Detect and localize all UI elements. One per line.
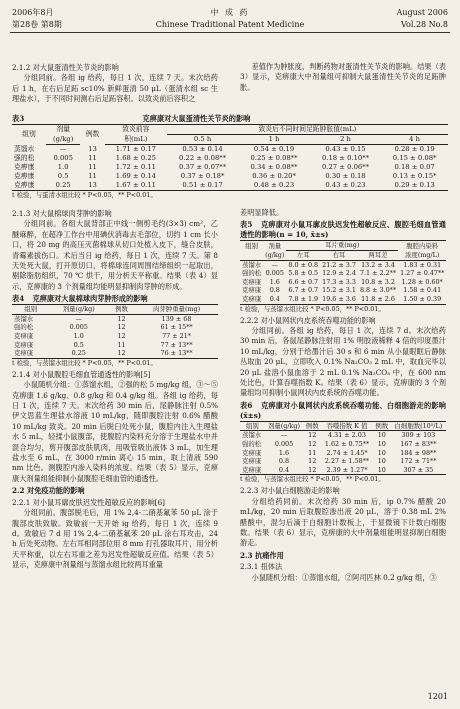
table-caption: 表5 克痹康对小鼠耳廓皮肤迟发性超敏反应、腹腔毛细血管通透性的影响(n = 10, x̄±s) (240, 220, 446, 240)
table-cell: 0.36 ± 0.20* (252, 172, 296, 180)
header-journal-en: Chinese Traditional Patent Medicine (155, 20, 305, 29)
table-3-block (12, 112, 448, 202)
table-header: 组别 (240, 241, 263, 251)
table-cell: 0.4 (265, 466, 303, 475)
table-caption: 表3 克痹康对大鼠蛋清性关节炎的影响 (12, 114, 251, 123)
table-cell: 0.51 ± 0.17 (167, 181, 238, 191)
right-column-body (240, 208, 446, 583)
table-cell: 克痹康 (242, 277, 262, 286)
table-cell: 0.37 ± 0.18* (180, 172, 225, 180)
table-cell: 10 (373, 466, 391, 475)
table-row (12, 314, 218, 323)
table-cell: 15.2 ± 3.1 (322, 286, 356, 295)
table-cell: 0.005 (69, 323, 88, 332)
table-cell: 76 ± 13** (135, 349, 218, 358)
table-row (12, 349, 218, 358)
table-row (240, 295, 446, 304)
header-date-left: 2006年8月 (12, 8, 54, 17)
table-cell: — (75, 314, 82, 323)
table-cell: 0.25 (46, 181, 80, 191)
table-header: 例数 (80, 125, 105, 145)
table-cell: 10 (377, 431, 386, 440)
table-cell: 12 (308, 431, 317, 440)
table-cell: 1.50 ± 0.39 (398, 295, 446, 304)
table-cell: 13 (88, 144, 97, 153)
paragraph: 分组同前。各组 ig 给药，每日 1 次，连续 7 d。末次给药 30 min 后，各鼠尾静脉注射用 1% 明胶液稀释 4 倍的印度墨汁 10 mL/kg，分别于给墨汁后 30 s 和 6 min 从小鼠眼眶后静脉丛取血 20 μL，立即吹入 0.1% Na₂CO₃ 2 mL 中，取血完毕以 20 μL 盐溶小鼠血溶于 2 mL 0.1% Na₂CO₃ 中，在 600 nm 处比色，计算吞噬指数 K。结果（表 6）显示，克痹康的 3 个剂量组均可抑制小鼠网状内皮系统的吞噬功能。 (240, 325, 446, 398)
table-cell: 167 ± 83** (400, 440, 437, 448)
table-cell: 12 (308, 457, 317, 466)
table-row (12, 145, 448, 155)
table-cell: 4.31 ± 2.03 (328, 431, 366, 440)
paragraph: 差明显降低。 (240, 208, 284, 217)
table-cell: 0.13 ± 0.15* (392, 172, 437, 180)
table-cell: 0.28 ± 0.19 (394, 145, 435, 153)
table-cell: 172 ± 71** (400, 457, 437, 466)
header-volume-right: Vol.28 No.8 (401, 20, 448, 29)
table-cell: 10 (377, 440, 386, 448)
table-cell: 0.53 ± 0.14 (182, 145, 223, 153)
table-header: 右耳 (320, 251, 358, 261)
table-6 (240, 421, 446, 476)
table-body (240, 260, 446, 304)
table-cell: 77 ± 13** (160, 340, 193, 349)
paragraph: 分组同前。腹部脱毛后，用 1% 2,4-二硝基氟苯 50 μL 涂于腹部皮肤致敏。致敏前一天开始 ig 给药，每日 1 次，连续 9 d。致敏后 7 d 用 1% 2,4-二硝基氟苯 20 μL 涂右耳攻击，24 h 后处死动物。左右耳相同部位用 8 mm 打孔器取耳片，用分析天平称重，以左右耳重之差为迟发性超敏反应值。结果（表 5）显示，克痹康中剂量组与蒸馏水组比较两耳重量 (12, 508, 218, 570)
table-cell: 139 ± 68 (161, 314, 192, 323)
table-cell: 强的松 (14, 323, 34, 332)
table-header: 组别 (12, 125, 46, 145)
table-cell: 克痹康 (14, 340, 34, 349)
table-cell: 蒸馏水 (242, 431, 262, 440)
table-cell: 10 (377, 457, 386, 466)
section-heading: 2.2.3 对小鼠白细胞游走的影响 (240, 486, 340, 496)
table-header: 致炎后不同时间足跖肿胀值(mL) (167, 125, 448, 135)
table-cell: 307 ± 35 (391, 466, 446, 475)
table-cell: 0.22 ± 0.08** (179, 154, 227, 162)
section-heading: 2.1.4 对小鼠腹腔毛细血管通透性的影响[5] (12, 369, 151, 379)
table-cell: 0.15 ± 0.08* (392, 154, 437, 162)
table-row (240, 440, 446, 449)
table-header: 两耳差 (358, 251, 398, 261)
table-cell: 77 ± 21* (162, 332, 191, 341)
table-cell: 1.0 (73, 332, 84, 341)
table-cell: 309 ± 103 (401, 431, 436, 440)
table-caption: 表6 克痹康对小鼠网状内皮系统吞噬功能、白细胞游走的影响(x̄±s) (240, 400, 446, 420)
table-cell: 12.9 ± 2.4 (322, 269, 356, 278)
table-header: 耳片重(mg) (286, 241, 398, 251)
table-cell: 11 (308, 448, 317, 457)
table-cell: 1.62 ± 0.75** (324, 440, 370, 448)
table-cell: 1.71 ± 0.17 (115, 145, 156, 153)
table-cell: 1.6 (278, 448, 290, 457)
table-row (240, 431, 446, 440)
table-cell: 克痹康 (242, 457, 262, 466)
table-cell: 0.4 (263, 295, 286, 304)
table-4 (12, 304, 218, 359)
table-header: 组别 (240, 421, 265, 431)
table-cell: 0.43 ± 0.23 (310, 181, 381, 191)
table-row (240, 466, 446, 475)
table-row (12, 323, 218, 332)
table-cell: 蒸馏水 (242, 260, 262, 269)
table-header: 浓度(mg/L) (398, 251, 446, 261)
table-note: t 检验，与蒸馏水组比较 * P<0.05，** P<0.01。 (12, 358, 157, 367)
paragraph: 差值作为肿胀度，判断药物对蛋清性关节炎的影响。结果（表 3）显示，克痹康大中剂量组可抑制大鼠蛋清性关节炎的足跖肿胀。 (240, 62, 446, 92)
header-rule (10, 32, 450, 33)
table-cell: 12 (117, 314, 126, 323)
header-date-right: August 2006 (396, 8, 448, 17)
table-row (240, 269, 446, 278)
paragraph: 分组同前。各组大鼠背部正中线一侧剪毛约(3×3) cm²，乙醚麻醉，在超净工作台中用碘伏消毒去毛部位，切约 1 cm 长小口，将 20 mg 的高压灭菌棉球从切口处植入皮下，缝合皮肤，青霉素拔伤口。术后当日 ig 给药，每日 1 次，连续 7 天。第 8 天处死大鼠，打开原切口，将棉球连同周围结缔组织一起取出，剔除脂肪组织，70 ℃ 烘干，用分析天平称重。结果（表 4）显示，克痹康的 3 个剂量组均能明显抑制肉芽肿的形成。 (12, 219, 218, 291)
section-heading: 2.2 对免疫功能的影响 (12, 486, 85, 496)
table-header: (g/kg) (46, 135, 80, 145)
table-cell: 1.72 ± 0.11 (115, 163, 156, 171)
table-cell: 0.37 ± 0.07** (179, 163, 227, 171)
table-header: 剂量(g/kg) (50, 305, 108, 315)
table-body (12, 314, 218, 358)
table-cell: — (59, 145, 67, 153)
table-cell: 克痹康 (242, 286, 262, 295)
table-cell: 蒸馏水 (14, 314, 34, 323)
table-cell: 12 (108, 349, 135, 358)
table-cell: 7.1 ± 2.2** (359, 269, 397, 278)
table-header: 腹腔内染料 (398, 241, 446, 251)
table-cell: 17.3 ± 3.3 (322, 277, 356, 286)
section-heading: 2.2.1 对小鼠耳廓皮肤迟发性超敏反应的影响[6] (12, 497, 165, 507)
table-cell: 克痹康 (14, 172, 35, 180)
left-column (12, 62, 218, 105)
table-cell: 13 (80, 181, 105, 191)
right-column-top (240, 62, 446, 93)
table-cell: 10 (377, 448, 386, 457)
table-cell: 8.8 ± 3.0** (359, 286, 397, 295)
table-cell: 0.5 (73, 340, 84, 349)
table-header: 剂量 (263, 241, 286, 251)
table-row (240, 286, 446, 295)
table-cell: 2.39 ± 1.27* (321, 466, 373, 475)
table-cell: 强的松 (14, 154, 35, 162)
table-row (12, 172, 448, 181)
table-header: 组别 (12, 305, 50, 315)
table-cell: 克痹康 (12, 181, 46, 191)
table-cell: 0.43 ± 0.15 (325, 145, 366, 153)
table-row (240, 260, 446, 269)
table-caption: 表4 克痹康对大鼠棉球肉芽肿形成的影响 (12, 294, 148, 304)
table-cell: 11 (88, 163, 97, 171)
section-heading: 2.2.2 对小鼠网状内皮系统吞噬功能的影响 (240, 315, 376, 325)
table-cell: — (271, 260, 278, 269)
paragraph: 分组给药同前。末次给药 30 min 后，ip 0.7% 醋酸 20 mL/kg，20 min 后取腹腔渗出液 20 μL，溶于 0.38 mL 2% 醋酸中，混匀后滴于白细胞计数板上，于显微镜下计数白细胞数。结果（表 6）显示，克痹康的大中剂量组能明显抑制白细胞游走。 (240, 496, 446, 548)
table-cell: 0.005 (53, 154, 73, 162)
table-cell: 1.28 ± 0.60* (401, 277, 443, 286)
table-header: 例数 (373, 421, 391, 431)
section-heading: 2.3 抗痛作用 (240, 550, 284, 560)
paragraph: 小鼠随机分组：①蒸馏水组，②强的松 5 mg/kg 组，③～⑤克痹康 1.6 g/kg、0.8 g/kg 和 0.4 g/kg 组。各组 ig 给药，每日 1 次，连续 7 天。末次给药 30 min 后，尾静脉注射 0.5% 伊文思蓝生理盐水溶液 10 mL/kg，随即腹腔注射 0.6% 醋酸 10 mL/kg 致炎。20 min 后脱臼处死小鼠，腹腔内注入生理盐水 5 mL，轻揉小鼠腹部，使腹腔内染料充分溶于生理盐水中并混合均匀，剪开腹部皮肤肌肉，用吸管吸出液体 3 mL，加生理盐水至 6 mL，在 3000 r/min 离心 15 min，取上清液 590 nm 比色。测腹腔内渗入染料的浓度。结果（表 5）显示，克痹康大剂量组能抑制小鼠腹腔毛细血管的通透性。 (12, 380, 218, 483)
table-cell: 强的松 (242, 440, 262, 448)
paragraph: 小鼠随机分组：①蒸馏水组，②阿司匹林 0.2 g/kg 组，③ (251, 572, 437, 582)
table-cell: 克痹康 (14, 163, 35, 171)
table-cell: 1.27 ± 0.47** (400, 269, 445, 278)
paragraph: 分组同前。各组 ig 给药，每日 1 次，连续 7 天。末次给药后 1 h，在右后足跖 sc10% 新鲜蛋清 50 μL（蛋清水组 sc 生理盐水），于不同时间测右后足跖容积。以致炎前后容积之 (12, 73, 218, 104)
table-header: 例数 (108, 305, 135, 315)
table-cell: 0.005 (265, 269, 284, 278)
table-cell: 13.2 ± 3.4 (361, 260, 395, 269)
table-body (240, 431, 446, 475)
table-3 (12, 124, 448, 191)
header-journal-cn: 中 成 药 (210, 8, 250, 17)
table-cell: 0.29 ± 0.13 (381, 181, 448, 191)
table-5 (240, 240, 446, 304)
table-header: 1 h (238, 135, 309, 145)
table-cell: 克痹康 (240, 466, 265, 475)
table-header: 白细胞数(10⁵/L) (391, 421, 446, 431)
table-row (240, 278, 446, 287)
table-cell: 0.30 ± 0.18 (325, 172, 366, 180)
table-cell: 61 ± 15** (160, 323, 193, 332)
table-header: 0.5 h (167, 135, 238, 145)
table-cell: 0.8 (269, 286, 280, 295)
table-header: 吞噬指数 K 值 (321, 421, 373, 431)
table-cell: 1.68 ± 0.25 (115, 154, 156, 162)
table-cell: 0.8 (278, 457, 290, 466)
table-header: 积(mL) (105, 135, 167, 145)
table-header: 2 h (310, 135, 381, 145)
table-cell: 1.67 ± 0.11 (105, 181, 167, 191)
table-cell: 克痹康 (242, 448, 262, 457)
table-cell: 0.54 ± 0.19 (253, 145, 295, 153)
table-cell: 克痹康 (14, 332, 34, 341)
table-row (12, 341, 218, 350)
table-cell: 10.8 ± 3.2 (361, 277, 395, 286)
table-cell: 1.0 (57, 163, 69, 171)
table-cell: 0.25 (50, 349, 108, 358)
table-note: t 检验，与蒸馏水组比较 * P<0.05，** P<0.01。 (240, 304, 385, 313)
table-cell: 2.27 ± 1.58** (324, 457, 370, 466)
table-cell: 12 (303, 466, 321, 475)
table-cell: 8.0 ± 0.8 (288, 260, 319, 269)
table-cell: 2.74 ± 1.45* (326, 448, 368, 457)
header-volume-left: 第28卷 第8期 (12, 20, 62, 29)
table-note: t 检验，与蛋清水组比较 * P<0.05，** P<0.01。 (12, 191, 157, 199)
table-header: 剂量(g/kg) (265, 421, 303, 431)
table-cell: 0.005 (274, 440, 294, 448)
table-cell: 5.8 ± 0.5 (288, 269, 319, 278)
section-heading: 2.1.2 对大鼠蛋清性关节炎的影响 (12, 63, 119, 72)
table-row (240, 457, 446, 466)
table-cell: 0.25 ± 0.08** (250, 154, 298, 162)
table-cell: 强的松 (242, 269, 262, 278)
table-cell: 1.69 ± 0.14 (115, 172, 156, 180)
table-cell: 11.8 ± 2.6 (358, 295, 398, 304)
table-note: t 检验，与蒸馏水组比较 * P<0.05，** P<0.01。 (240, 475, 385, 484)
left-column-body (12, 208, 218, 571)
table-cell: 0.18 ± 0.07 (394, 163, 435, 171)
table-header: (g/kg) (265, 250, 285, 259)
table-cell: 6.7 ± 0.7 (288, 286, 319, 295)
table-row (240, 449, 446, 458)
table-cell: 11 (88, 172, 97, 180)
table-cell: 7.8 ± 1.9 (288, 294, 319, 303)
table-cell: 19.6 ± 3.6 (322, 294, 356, 303)
table-cell: 11 (88, 154, 97, 162)
table-row (12, 163, 448, 172)
table-header: 致炎前容 (105, 125, 167, 135)
table-header: 剂量 (46, 125, 80, 135)
table-cell: 6.6 ± 0.7 (288, 277, 319, 286)
table-header: 左耳 (286, 251, 320, 261)
table-cell: 11 (117, 340, 126, 349)
table-cell: 0.18 ± 0.10** (321, 154, 370, 162)
table-header: 4 h (381, 135, 448, 145)
table-cell: 12 (117, 323, 126, 332)
table-cell: 0.48 ± 0.23 (238, 181, 309, 191)
table-cell: 184 ± 98** (400, 448, 437, 457)
table-cell: 克痹康 (12, 349, 50, 358)
table-cell: 1.83 ± 0.31 (403, 260, 442, 269)
table-row (12, 181, 448, 191)
table-cell: 0.5 (57, 172, 69, 180)
section-heading: 2.3.1 扭体法 (240, 562, 283, 572)
section-heading: 2.1.3 对大鼠棉球肉芽肿的影响 (12, 209, 112, 218)
table-cell: 21.2 ± 3.7 (322, 260, 356, 269)
table-header: 例数 (303, 421, 321, 431)
table-cell: 蒸馏水 (14, 144, 35, 153)
table-row (12, 154, 448, 163)
table-cell: 1.6 (269, 277, 280, 286)
table-cell: 12 (117, 332, 126, 341)
table-cell: — (280, 431, 288, 440)
table-cell: 克痹康 (242, 294, 262, 303)
table-header: 肉芽肿重量(mg) (135, 305, 218, 315)
table-row (12, 332, 218, 341)
table-cell: 0.27 ± 0.06** (321, 163, 370, 171)
page-number: 1201 (427, 692, 448, 701)
table-cell: 12 (308, 440, 317, 448)
table-body (12, 145, 448, 191)
table-cell: 1.58 ± 0.41 (403, 286, 442, 295)
table-cell: 0.34 ± 0.08** (250, 163, 298, 171)
